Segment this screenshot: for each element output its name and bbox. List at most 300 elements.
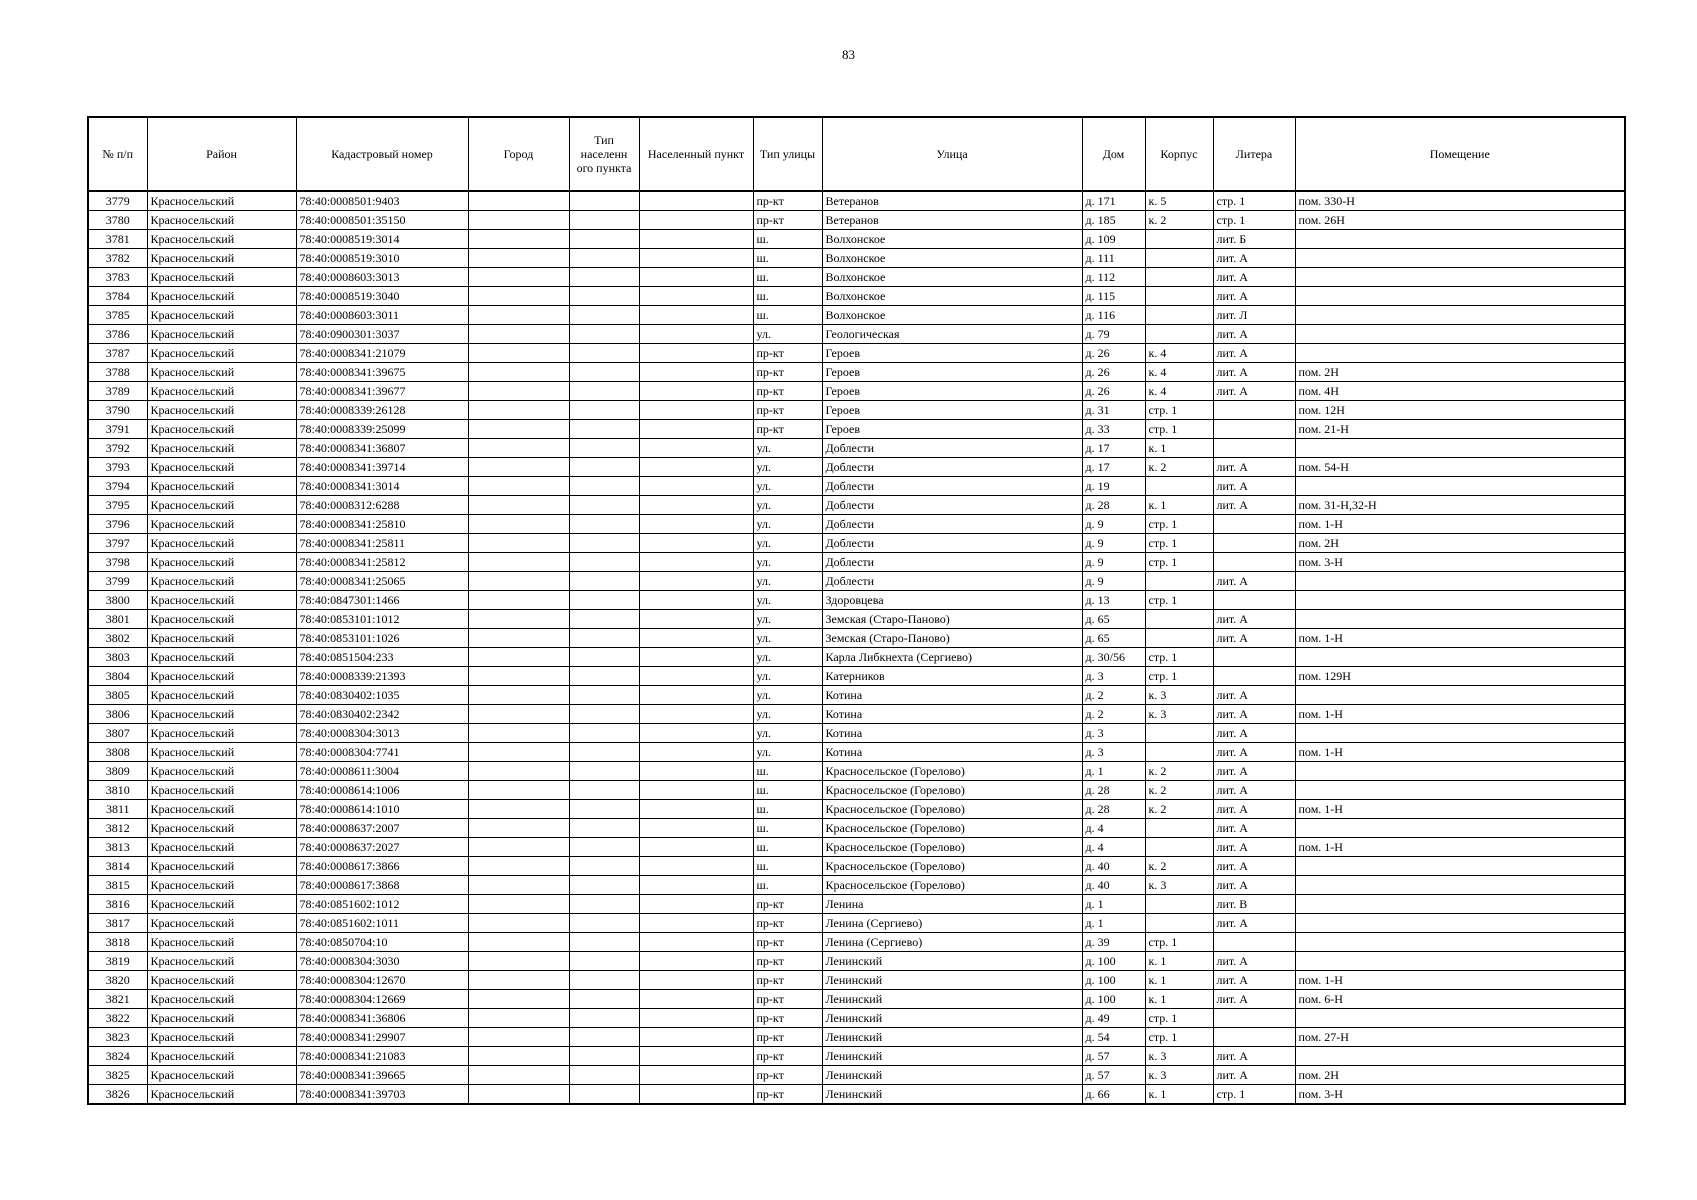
cell-street-type: пр-кт — [753, 1009, 822, 1028]
cell-settlement — [639, 477, 753, 496]
cell-building: к. 4 — [1145, 382, 1213, 401]
cell-settlement — [639, 838, 753, 857]
table-row — [88, 914, 1625, 933]
header-house: Дом — [1082, 117, 1145, 191]
cell-street: Ленинский — [822, 1085, 1082, 1105]
cell-house: д. 112 — [1082, 268, 1145, 287]
cell-street-type: ул. — [753, 477, 822, 496]
header-settlement-type: Тип населенн ого пункта — [569, 117, 639, 191]
cell-number: 3789 — [88, 382, 147, 401]
cell-house: д. 115 — [1082, 287, 1145, 306]
table-row — [88, 705, 1625, 724]
cell-house: д. 39 — [1082, 933, 1145, 952]
cell-street-type: ул. — [753, 515, 822, 534]
table-row — [88, 477, 1625, 496]
cell-house: д. 1 — [1082, 762, 1145, 781]
cell-house: д. 19 — [1082, 477, 1145, 496]
cell-premises: пом. 4Н — [1295, 382, 1625, 401]
cell-street-type: ул. — [753, 534, 822, 553]
cell-district: Красносельский — [147, 705, 296, 724]
cell-district: Красносельский — [147, 610, 296, 629]
table-body — [88, 191, 1625, 1104]
cell-settlement — [639, 705, 753, 724]
cell-letter: лит. А — [1213, 382, 1295, 401]
cell-number: 3803 — [88, 648, 147, 667]
cell-settlement — [639, 211, 753, 230]
cell-settlement — [639, 306, 753, 325]
header-street: Улица — [822, 117, 1082, 191]
cell-district: Красносельский — [147, 743, 296, 762]
cell-letter — [1213, 1009, 1295, 1028]
cell-cadastral-number: 78:40:0008341:29907 — [296, 1028, 468, 1047]
cell-settlement — [639, 667, 753, 686]
cell-premises — [1295, 439, 1625, 458]
cell-district: Красносельский — [147, 990, 296, 1009]
cell-letter — [1213, 933, 1295, 952]
cell-building: стр. 1 — [1145, 515, 1213, 534]
cell-settlement — [639, 496, 753, 515]
cell-street-type: ул. — [753, 610, 822, 629]
cell-cadastral-number: 78:40:0008637:2027 — [296, 838, 468, 857]
cell-building: стр. 1 — [1145, 534, 1213, 553]
cell-cadastral-number: 78:40:0008501:9403 — [296, 191, 468, 211]
cell-letter: лит. А — [1213, 1047, 1295, 1066]
cell-premises — [1295, 952, 1625, 971]
cell-building — [1145, 306, 1213, 325]
cell-district: Красносельский — [147, 249, 296, 268]
cell-letter: лит. А — [1213, 990, 1295, 1009]
cell-settlement-type — [569, 420, 639, 439]
cell-house: д. 2 — [1082, 686, 1145, 705]
table-row — [88, 648, 1625, 667]
cell-cadastral-number: 78:40:0008617:3866 — [296, 857, 468, 876]
cell-cadastral-number: 78:40:0008341:36807 — [296, 439, 468, 458]
cell-settlement-type — [569, 363, 639, 382]
cell-settlement-type — [569, 477, 639, 496]
cell-number: 3813 — [88, 838, 147, 857]
cell-settlement-type — [569, 344, 639, 363]
cell-settlement-type — [569, 268, 639, 287]
cell-number: 3804 — [88, 667, 147, 686]
cell-street: Котина — [822, 724, 1082, 743]
cell-settlement-type — [569, 743, 639, 762]
cell-settlement-type — [569, 553, 639, 572]
cell-street: Ленинский — [822, 1047, 1082, 1066]
cell-district: Красносельский — [147, 401, 296, 420]
cell-district: Красносельский — [147, 914, 296, 933]
cell-letter — [1213, 648, 1295, 667]
cell-house: д. 100 — [1082, 952, 1145, 971]
cell-settlement-type — [569, 724, 639, 743]
cell-letter: лит. А — [1213, 344, 1295, 363]
cell-street-type: ш. — [753, 230, 822, 249]
table-row — [88, 382, 1625, 401]
table-row — [88, 287, 1625, 306]
cell-building: стр. 1 — [1145, 401, 1213, 420]
cell-letter: лит. А — [1213, 876, 1295, 895]
cell-building: стр. 1 — [1145, 553, 1213, 572]
cell-premises — [1295, 876, 1625, 895]
cell-premises: пом. 1-Н — [1295, 838, 1625, 857]
cell-settlement-type — [569, 857, 639, 876]
cell-number: 3821 — [88, 990, 147, 1009]
cell-street-type: пр-кт — [753, 914, 822, 933]
cell-settlement — [639, 420, 753, 439]
cell-cadastral-number: 78:40:0008304:12669 — [296, 990, 468, 1009]
cell-street: Красносельское (Горелово) — [822, 838, 1082, 857]
cell-building: стр. 1 — [1145, 591, 1213, 610]
cell-cadastral-number: 78:40:0008341:25812 — [296, 553, 468, 572]
cell-street-type: пр-кт — [753, 401, 822, 420]
cell-street: Земская (Старо-Паново) — [822, 610, 1082, 629]
cell-settlement-type — [569, 1047, 639, 1066]
header-cadastral-number: Кадастровый номер — [296, 117, 468, 191]
cell-building — [1145, 610, 1213, 629]
cell-settlement — [639, 990, 753, 1009]
table-row — [88, 211, 1625, 230]
cell-cadastral-number: 78:40:0008341:39714 — [296, 458, 468, 477]
cell-city — [468, 1047, 569, 1066]
cell-district: Красносельский — [147, 382, 296, 401]
cell-premises — [1295, 1047, 1625, 1066]
cell-street: Доблести — [822, 534, 1082, 553]
cell-street: Красносельское (Горелово) — [822, 819, 1082, 838]
cell-premises: пом. 2Н — [1295, 363, 1625, 382]
cell-house: д. 26 — [1082, 382, 1145, 401]
cell-street-type: ш. — [753, 800, 822, 819]
table-row — [88, 344, 1625, 363]
cell-house: д. 54 — [1082, 1028, 1145, 1047]
cell-letter: лит. А — [1213, 629, 1295, 648]
cell-cadastral-number: 78:40:0008341:39677 — [296, 382, 468, 401]
cell-house: д. 40 — [1082, 876, 1145, 895]
cell-street: Ленинский — [822, 990, 1082, 1009]
cell-street: Земская (Старо-Паново) — [822, 629, 1082, 648]
cell-house: д. 3 — [1082, 667, 1145, 686]
cell-settlement — [639, 1066, 753, 1085]
cell-district: Красносельский — [147, 363, 296, 382]
cell-settlement — [639, 762, 753, 781]
cell-number: 3791 — [88, 420, 147, 439]
cell-building: стр. 1 — [1145, 933, 1213, 952]
cell-settlement-type — [569, 705, 639, 724]
table-row — [88, 591, 1625, 610]
cell-house: д. 17 — [1082, 439, 1145, 458]
cell-building: стр. 1 — [1145, 648, 1213, 667]
cell-house: д. 33 — [1082, 420, 1145, 439]
cell-letter: стр. 1 — [1213, 1085, 1295, 1105]
cell-cadastral-number: 78:40:0008603:3011 — [296, 306, 468, 325]
cell-street: Волхонское — [822, 230, 1082, 249]
cell-letter: лит. А — [1213, 971, 1295, 990]
cell-cadastral-number: 78:40:0008339:25099 — [296, 420, 468, 439]
cell-letter: лит. А — [1213, 249, 1295, 268]
cell-house: д. 26 — [1082, 344, 1145, 363]
cell-house: д. 49 — [1082, 1009, 1145, 1028]
cell-district: Красносельский — [147, 819, 296, 838]
cell-district: Красносельский — [147, 268, 296, 287]
cell-district: Красносельский — [147, 534, 296, 553]
cell-street-type: ш. — [753, 249, 822, 268]
cell-settlement — [639, 781, 753, 800]
cell-settlement — [639, 914, 753, 933]
cell-settlement — [639, 534, 753, 553]
table-row — [88, 1066, 1625, 1085]
cell-district: Красносельский — [147, 629, 296, 648]
cell-district: Красносельский — [147, 344, 296, 363]
cell-premises — [1295, 819, 1625, 838]
cell-street: Ленина (Сергиево) — [822, 914, 1082, 933]
cell-building: к. 1 — [1145, 439, 1213, 458]
cell-city — [468, 496, 569, 515]
cell-street: Котина — [822, 705, 1082, 724]
cell-house: д. 100 — [1082, 971, 1145, 990]
cell-premises — [1295, 287, 1625, 306]
cell-district: Красносельский — [147, 648, 296, 667]
cell-house: д. 116 — [1082, 306, 1145, 325]
cell-letter — [1213, 401, 1295, 420]
cell-number: 3809 — [88, 762, 147, 781]
cell-settlement — [639, 971, 753, 990]
cell-city — [468, 762, 569, 781]
table-row — [88, 762, 1625, 781]
cell-street-type: ш. — [753, 781, 822, 800]
cell-number: 3782 — [88, 249, 147, 268]
table-row — [88, 933, 1625, 952]
cell-district: Красносельский — [147, 876, 296, 895]
cell-number: 3811 — [88, 800, 147, 819]
cell-district: Красносельский — [147, 838, 296, 857]
cell-number: 3796 — [88, 515, 147, 534]
cell-cadastral-number: 78:40:0853101:1026 — [296, 629, 468, 648]
cell-cadastral-number: 78:40:0853101:1012 — [296, 610, 468, 629]
cell-district: Красносельский — [147, 477, 296, 496]
cell-building — [1145, 325, 1213, 344]
cell-number: 3787 — [88, 344, 147, 363]
cell-settlement — [639, 515, 753, 534]
cell-house: д. 100 — [1082, 990, 1145, 1009]
cell-city — [468, 781, 569, 800]
cell-letter: лит. Л — [1213, 306, 1295, 325]
cell-cadastral-number: 78:40:0847301:1466 — [296, 591, 468, 610]
cell-number: 3785 — [88, 306, 147, 325]
header-street-type: Тип улицы — [753, 117, 822, 191]
cell-street: Ленинский — [822, 1009, 1082, 1028]
cell-letter: лит. А — [1213, 762, 1295, 781]
cell-settlement-type — [569, 838, 639, 857]
cell-cadastral-number: 78:40:0851504:233 — [296, 648, 468, 667]
cell-district: Красносельский — [147, 458, 296, 477]
cell-house: д. 28 — [1082, 781, 1145, 800]
cell-number: 3815 — [88, 876, 147, 895]
cell-street-type: ш. — [753, 268, 822, 287]
cell-city — [468, 990, 569, 1009]
cell-settlement — [639, 1009, 753, 1028]
table-header-row — [88, 117, 1625, 191]
cell-city — [468, 191, 569, 211]
cell-premises: пом. 3-Н — [1295, 1085, 1625, 1105]
cell-settlement-type — [569, 591, 639, 610]
cell-letter: лит. А — [1213, 857, 1295, 876]
cell-premises: пом. 1-Н — [1295, 515, 1625, 534]
cell-building: к. 2 — [1145, 781, 1213, 800]
cell-street-type: пр-кт — [753, 990, 822, 1009]
cell-cadastral-number: 78:40:0008341:39665 — [296, 1066, 468, 1085]
cell-street-type: пр-кт — [753, 971, 822, 990]
cell-street-type: ул. — [753, 439, 822, 458]
cell-street: Волхонское — [822, 306, 1082, 325]
cell-letter: лит. А — [1213, 1066, 1295, 1085]
cell-letter — [1213, 439, 1295, 458]
cell-building: к. 1 — [1145, 1085, 1213, 1105]
cell-settlement — [639, 191, 753, 211]
cell-number: 3790 — [88, 401, 147, 420]
cell-letter — [1213, 515, 1295, 534]
cell-settlement-type — [569, 325, 639, 344]
cell-number: 3781 — [88, 230, 147, 249]
cell-premises: пом. 26Н — [1295, 211, 1625, 230]
cell-city — [468, 895, 569, 914]
cell-street: Доблести — [822, 553, 1082, 572]
cell-letter: лит. А — [1213, 724, 1295, 743]
cell-street-type: пр-кт — [753, 1085, 822, 1105]
cell-settlement-type — [569, 762, 639, 781]
cell-district: Красносельский — [147, 1085, 296, 1105]
table-row — [88, 1047, 1625, 1066]
cell-building — [1145, 249, 1213, 268]
cell-cadastral-number: 78:40:0008519:3010 — [296, 249, 468, 268]
cell-settlement-type — [569, 382, 639, 401]
cell-premises: пом. 1-Н — [1295, 743, 1625, 762]
cell-building: стр. 1 — [1145, 667, 1213, 686]
cell-district: Красносельский — [147, 439, 296, 458]
table-row — [88, 1085, 1625, 1105]
cell-city — [468, 667, 569, 686]
cell-premises — [1295, 249, 1625, 268]
cell-city — [468, 515, 569, 534]
cell-city — [468, 439, 569, 458]
cell-building: к. 4 — [1145, 363, 1213, 382]
cell-building: к. 1 — [1145, 496, 1213, 515]
cell-letter: стр. 1 — [1213, 191, 1295, 211]
cell-letter: лит. А — [1213, 686, 1295, 705]
cell-letter: лит. А — [1213, 781, 1295, 800]
cell-city — [468, 933, 569, 952]
cell-number: 3786 — [88, 325, 147, 344]
cell-building — [1145, 287, 1213, 306]
cell-settlement — [639, 1028, 753, 1047]
cell-house: д. 1 — [1082, 895, 1145, 914]
cell-city — [468, 458, 569, 477]
cell-city — [468, 363, 569, 382]
cell-street-type: ул. — [753, 724, 822, 743]
cell-number: 3823 — [88, 1028, 147, 1047]
cell-building — [1145, 268, 1213, 287]
cell-premises — [1295, 306, 1625, 325]
cell-premises: пом. 2Н — [1295, 1066, 1625, 1085]
cell-street-type: ул. — [753, 496, 822, 515]
table-row — [88, 230, 1625, 249]
cell-district: Красносельский — [147, 971, 296, 990]
cell-street-type: пр-кт — [753, 895, 822, 914]
cell-city — [468, 572, 569, 591]
cell-settlement-type — [569, 990, 639, 1009]
cell-settlement-type — [569, 648, 639, 667]
cell-city — [468, 553, 569, 572]
cell-city — [468, 344, 569, 363]
cell-cadastral-number: 78:40:0008312:6288 — [296, 496, 468, 515]
cell-street: Доблести — [822, 515, 1082, 534]
cell-house: д. 30/56 — [1082, 648, 1145, 667]
cell-street-type: ш. — [753, 876, 822, 895]
cell-street: Ленина (Сергиево) — [822, 933, 1082, 952]
cell-cadastral-number: 78:40:0008611:3004 — [296, 762, 468, 781]
cell-letter: лит. А — [1213, 572, 1295, 591]
cell-street-type: пр-кт — [753, 1028, 822, 1047]
cell-number: 3824 — [88, 1047, 147, 1066]
cell-settlement — [639, 876, 753, 895]
table-row — [88, 496, 1625, 515]
cell-settlement-type — [569, 211, 639, 230]
cell-letter: лит. А — [1213, 287, 1295, 306]
cell-settlement — [639, 230, 753, 249]
cell-number: 3779 — [88, 191, 147, 211]
cell-city — [468, 876, 569, 895]
cell-premises — [1295, 344, 1625, 363]
table-row — [88, 1009, 1625, 1028]
cell-street: Волхонское — [822, 287, 1082, 306]
cell-number: 3783 — [88, 268, 147, 287]
header-letter: Литера — [1213, 117, 1295, 191]
cell-cadastral-number: 78:40:0008501:35150 — [296, 211, 468, 230]
cell-cadastral-number: 78:40:0008637:2007 — [296, 819, 468, 838]
table-row — [88, 420, 1625, 439]
cell-house: д. 171 — [1082, 191, 1145, 211]
cell-letter: лит. А — [1213, 496, 1295, 515]
cell-number: 3820 — [88, 971, 147, 990]
table-row — [88, 686, 1625, 705]
cell-cadastral-number: 78:40:0830402:2342 — [296, 705, 468, 724]
cell-district: Красносельский — [147, 496, 296, 515]
header-settlement: Населенный пункт — [639, 117, 753, 191]
cell-premises — [1295, 325, 1625, 344]
cell-number: 3798 — [88, 553, 147, 572]
cell-settlement-type — [569, 458, 639, 477]
cell-settlement-type — [569, 439, 639, 458]
table-row — [88, 990, 1625, 1009]
cell-street-type: ш. — [753, 819, 822, 838]
cell-building: к. 1 — [1145, 990, 1213, 1009]
cell-city — [468, 648, 569, 667]
cell-street: Котина — [822, 686, 1082, 705]
cell-house: д. 109 — [1082, 230, 1145, 249]
cell-letter: лит. А — [1213, 458, 1295, 477]
cell-number: 3805 — [88, 686, 147, 705]
cell-street: Доблести — [822, 458, 1082, 477]
cell-settlement — [639, 458, 753, 477]
cell-settlement — [639, 287, 753, 306]
cell-premises — [1295, 686, 1625, 705]
cell-premises — [1295, 857, 1625, 876]
page-number: 83 — [842, 47, 855, 62]
cell-city — [468, 591, 569, 610]
cell-city — [468, 800, 569, 819]
table-row — [88, 306, 1625, 325]
cell-district: Красносельский — [147, 287, 296, 306]
cell-house: д. 26 — [1082, 363, 1145, 382]
cell-cadastral-number: 78:40:0830402:1035 — [296, 686, 468, 705]
cell-letter: лит. А — [1213, 838, 1295, 857]
